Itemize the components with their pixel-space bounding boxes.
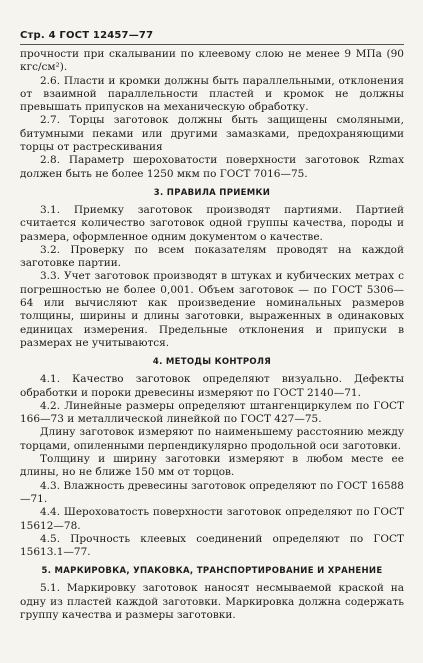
paragraph-4-1: 4.1. Качество заготовок определяют визуально. Дефекты обработки и пороки древесины измеряют по ГОСТ 2140—71. <box>20 373 404 399</box>
paragraph-continuation: прочности при скалывании по клеевому слою не менее 9 МПа (90 кгс/см²). <box>20 48 404 74</box>
paragraph-4-2-length: Длину заготовок измеряют по наименьшему расстоянию между торцами, опиленными перпендикулярно продольной оси заготовки. <box>20 426 404 452</box>
paragraph-4-2: 4.2. Линейные размеры определяют штангенциркулем по ГОСТ 166—73 и металлической линейкой по ГОСТ 427—75. <box>20 399 404 426</box>
paragraph-4-3: 4.3. Влажность древесины заготовок определяют по ГОСТ 16588—71. <box>20 479 404 505</box>
section-5-heading: 5. МАРКИРОВКА, УПАКОВКА, ТРАНСПОРТИРОВАНИЕ И ХРАНЕНИЕ <box>41 566 383 577</box>
paragraph-3-2: 3.2. Проверку по всем показателям проводят на каждой заготовке партии. <box>20 243 404 270</box>
paragraph-2-7: 2.7. Торцы заготовок должны быть защищены смоляными, битумными пеками или другими замазками, предохраняющими торцы от растрескивания <box>20 114 404 154</box>
paragraph-4-5: 4.5. Прочность клеевых соединений определяют по ГОСТ 15613.1—77. <box>20 532 404 559</box>
page-header: Стр. 4 ГОСТ 12457—77 <box>20 30 154 41</box>
paragraph-3-3: 3.3. Учет заготовок производят в штуках и кубических метрах с погрешностью не более 0,001. Объем заготовок — по ГОСТ 5306—64 или вычисляют как произведение номинальных размеров толщины, ширины и длины заготовки, выраженных в одинаковых единицах измерения. Предельные отклонения и припуски в размерах не учитываются. <box>20 270 404 349</box>
paragraph-4-2-thickness: Толщину и ширину заготовки измеряют в любом месте ее длины, но не ближе 150 мм от торцов. <box>20 453 404 479</box>
paragraph-2-6: 2.6. Пласти и кромки должны быть параллельными, отклонения от взаимной параллельности пластей и кромок не должны превышать припусков на механическую обработку. <box>20 74 404 114</box>
header-rule <box>20 44 404 45</box>
paragraph-2-8: 2.8. Параметр шероховатости поверхности заготовок Rzmax должен быть не более 1250 мкм по ГОСТ 7016—75. <box>20 154 404 180</box>
paragraph-3-1: 3.1. Приемку заготовок производят партиями. Партией считается количество заготовок одной группы качества, породы и размера, оформленное одним документом о качестве. <box>20 203 404 243</box>
paragraph-4-4: 4.4. Шероховатость поверхности заготовок определяют по ГОСТ 15612—78. <box>20 506 404 532</box>
document-body <box>20 48 404 622</box>
section-3-heading: 3. ПРАВИЛА ПРИЕМКИ <box>153 187 271 198</box>
paragraph-5-1: 5.1. Маркировку заготовок наносят несмываемой краской на одну из пластей каждой заготовки. Маркировка должна содержать группу качества и размеры заготовки. <box>20 582 404 621</box>
section-4-heading: 4. МЕТОДЫ КОНТРОЛЯ <box>152 357 272 368</box>
